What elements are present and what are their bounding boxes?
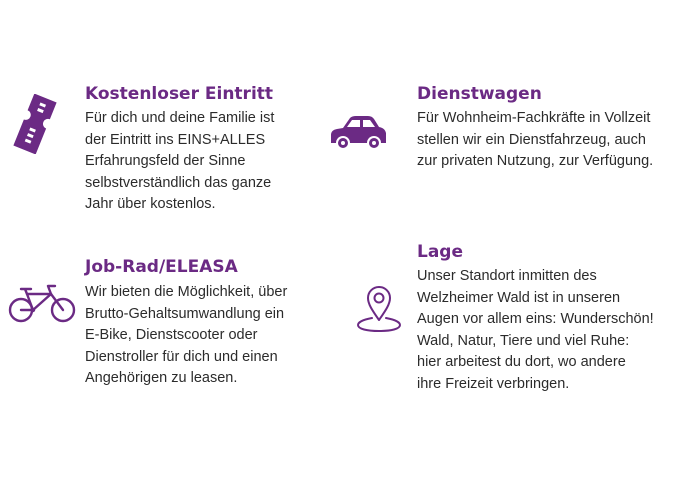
benefit-description xyxy=(417,266,654,395)
benefit-title: Job-Rad/ELEASA xyxy=(85,257,238,277)
description-line: Brutto-Gehaltsumwandlung ein xyxy=(85,305,285,322)
description-line: Für Wohnheim-Fachkräfte in Vollzeit xyxy=(417,110,651,126)
location-pin-icon xyxy=(356,282,402,334)
description-line: ihre Freizeit verbringen. xyxy=(417,375,570,392)
ticket-icon xyxy=(8,94,62,154)
description-line: Jahr über kostenlos. xyxy=(85,196,216,212)
description-line: Unser Standort inmitten des xyxy=(417,268,597,284)
bicycle-icon xyxy=(7,280,77,326)
description-line: Angehörigen zu leasen. xyxy=(85,370,238,386)
benefit-company-car xyxy=(320,0,700,230)
benefit-job-bike xyxy=(0,230,350,430)
benefit-title: Dienstwagen xyxy=(417,84,542,104)
description-line: selbstverständlich das ganze xyxy=(85,174,272,191)
description-line: Welzheimer Wald ist in unseren xyxy=(417,289,621,306)
description-line: der Eintritt ins EINS+ALLES xyxy=(85,131,266,148)
description-line: stellen wir ein Dienstfahrzeug, auch xyxy=(417,131,646,148)
description-line: Erfahrungsfeld der Sinne xyxy=(85,153,246,169)
benefit-description xyxy=(417,108,653,173)
benefit-description xyxy=(85,282,287,390)
description-line: hier arbeitest du dort, wo andere xyxy=(417,354,626,370)
benefit-title: Kostenloser Eintritt xyxy=(85,84,274,104)
description-line: Wir bieten die Möglichkeit, über xyxy=(85,284,288,300)
description-line: Augen vor allem eins: Wunderschön! xyxy=(417,311,654,327)
description-line: E-Bike, Dienstscooter oder xyxy=(85,327,258,343)
benefit-title: Lage xyxy=(417,242,464,262)
description-line: Wald, Natur, Tiere und viel Ruhe: xyxy=(417,332,630,349)
description-line: zur privaten Nutzung, zur Verfügung. xyxy=(417,153,654,169)
car-icon xyxy=(327,113,389,153)
description-line: Für dich und deine Familie ist xyxy=(85,110,275,126)
benefit-location xyxy=(320,230,700,430)
description-line: Dienstroller für dich und einen xyxy=(85,348,278,365)
benefit-free-entry xyxy=(0,0,350,230)
benefit-description xyxy=(85,108,274,216)
